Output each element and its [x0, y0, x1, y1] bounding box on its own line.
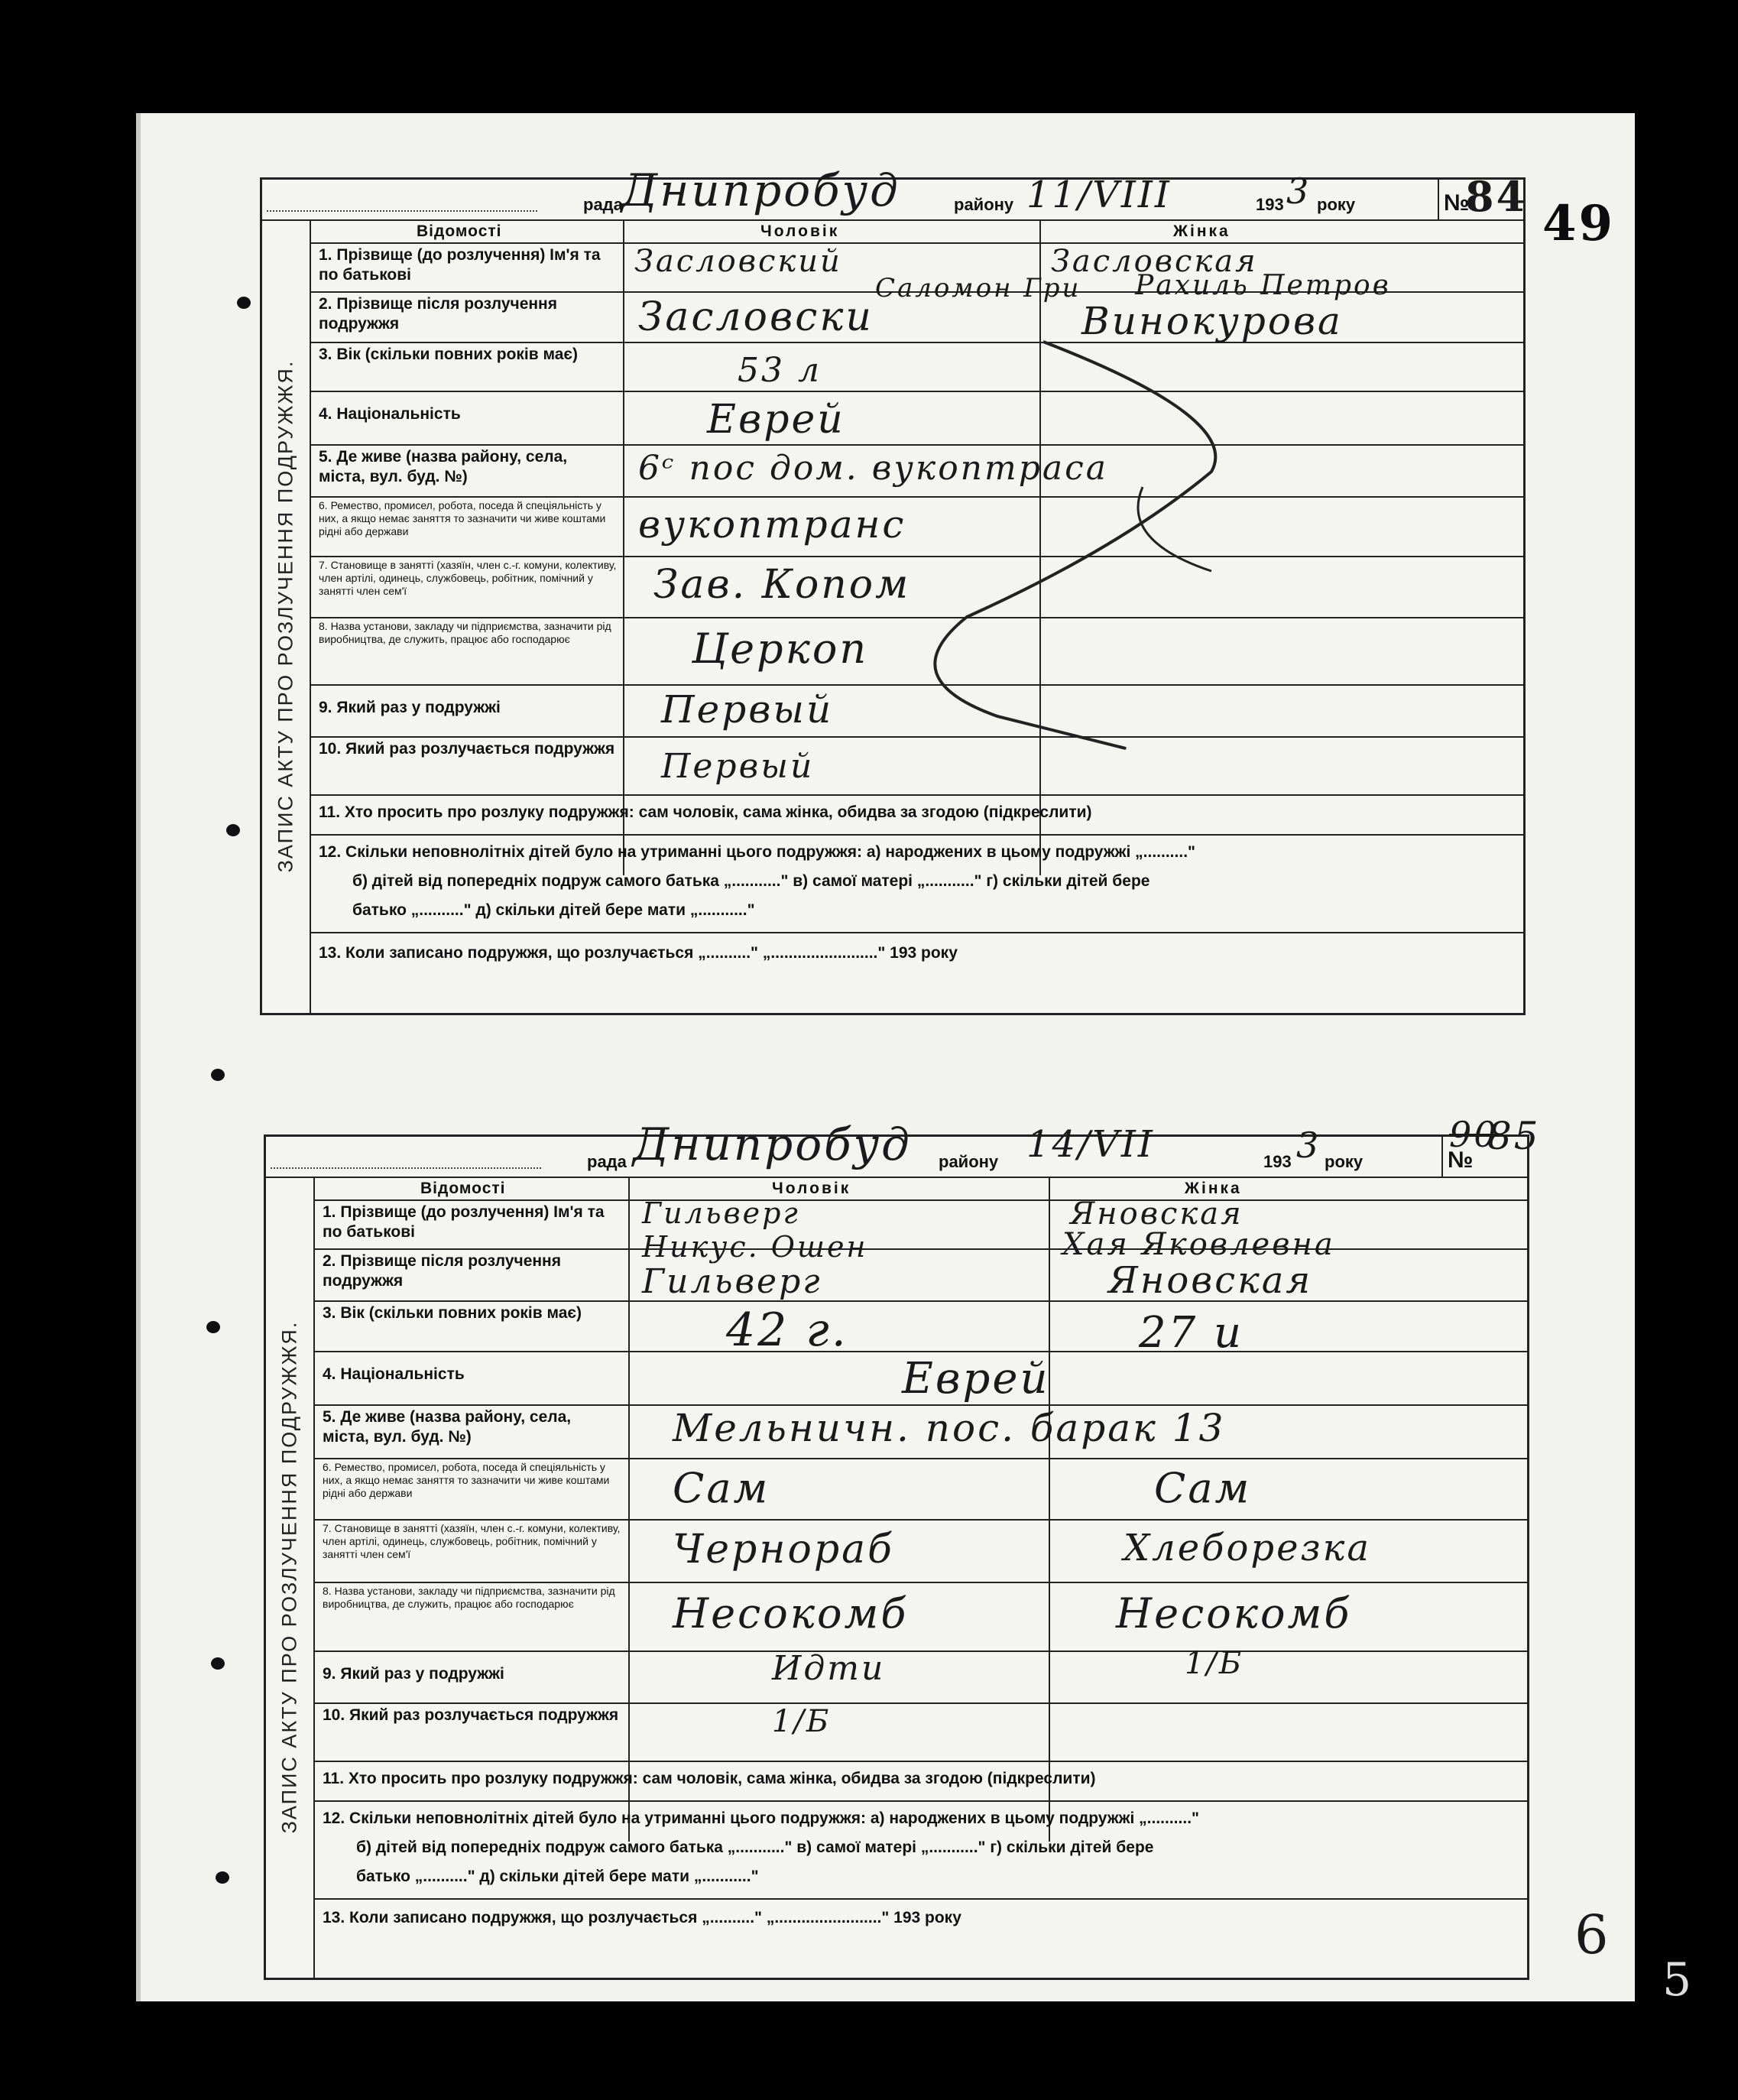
row-label: 6. Ремество, промисел, робота, поседа й спеціяльність у них, а якщо немає заняття то зазначити чи живе коштами рідні або держави — [323, 1461, 610, 1499]
year-label: року — [1325, 1152, 1363, 1171]
row-label: 2. Прізвище після розлучення подружжя — [323, 1252, 561, 1290]
row-label: б) дітей від попередніх подруж самого батька „..........." в) самої матері „..........." г) скільки дітей бере — [352, 872, 1150, 890]
row-label: 8. Назва установи, закладу чи підприємства, зазначити рід виробництва, де служить, працює або господарює — [319, 620, 611, 645]
rada-handwritten: Днипробуд — [621, 164, 900, 216]
row-children — [313, 1800, 1527, 1900]
punch-hole — [237, 297, 251, 309]
rada-label: рада — [587, 1152, 627, 1171]
form-grid — [310, 219, 1523, 1011]
wife-occupation: Сам — [1154, 1464, 1252, 1512]
row-label: 3. Вік (скільки повних років має) — [319, 346, 579, 363]
wife-name-patronymic: Рахиль Петров — [1135, 270, 1391, 301]
punch-hole — [216, 1871, 229, 1884]
corner-mark: 6 — [1574, 1904, 1611, 1966]
rayon-label: району — [954, 195, 1014, 214]
row-record-date — [313, 1898, 1527, 1976]
husband-divorce-count: 1/Б — [772, 1704, 832, 1739]
record-number: 84 — [1465, 172, 1528, 221]
row-label: 10. Який раз розлучається подружжя — [323, 1706, 619, 1724]
row-label: 7. Становище в занятті (хазяїн, член с.-г. комуни, колективу, член артілі, одинець, службовець, робітник, помічний у занятті член сем'ї — [323, 1522, 621, 1560]
wife-surname-before: Засловская — [1051, 244, 1258, 279]
corner-mark: 5 — [1662, 1953, 1694, 2007]
nationality-handwritten: Еврей — [707, 397, 845, 443]
divorce-record-form — [260, 164, 1528, 1015]
husband-occupation: Сам — [673, 1464, 770, 1512]
side-title: ЗАПИС АКТУ ПРО РОЗЛУЧЕННЯ ПОДРУЖЖЯ. — [262, 219, 311, 1013]
husband-name-patronymic: Саломон Гри — [875, 273, 1081, 303]
husband-surname-after: Гильверг — [642, 1262, 822, 1301]
column-husband: Чоловік — [760, 222, 840, 240]
record-number-struck: 90 — [1449, 1114, 1499, 1155]
rada-handwritten: Днипробуд — [633, 1118, 912, 1170]
punch-hole — [226, 824, 240, 836]
cross-out-stroke — [310, 219, 1523, 1011]
row-label: батько „.........." д) скільки дітей бере мати „..........." — [352, 901, 755, 919]
rayon-label: району — [939, 1152, 999, 1171]
wife-surname-before: Яновская — [1070, 1196, 1244, 1232]
wife-surname-after: Винокурова — [1081, 299, 1343, 343]
punch-hole — [211, 1657, 225, 1670]
husband-marriage-count: Первый — [661, 687, 834, 732]
nationality-handwritten: Еврей — [902, 1354, 1050, 1404]
husband-employer: Несокомб — [673, 1589, 909, 1637]
row-label: 12. Скільки неповнолітніх дітей було на утриманні цього подружжя: а) народжених в цьому подружжі „.........." — [323, 1810, 1199, 1827]
year-digit-handwritten: 3 — [1286, 170, 1312, 212]
year-prefix: 193 — [1256, 195, 1284, 214]
husband-age: 42 г. — [726, 1303, 848, 1357]
row-label: батько „.........." д) скільки дітей бере мати „..........." — [356, 1868, 759, 1885]
row-surname-before — [313, 1199, 1527, 1250]
row-divorce-count — [313, 1702, 1527, 1762]
row-label: 4. Національність — [319, 405, 461, 423]
row-label: 3. Вік (скільки повних років має) — [323, 1304, 582, 1322]
date-handwritten: 11/VIII — [1026, 174, 1172, 216]
punch-hole — [206, 1321, 220, 1333]
wife-employer: Несокомб — [1116, 1589, 1352, 1637]
row-label: б) дітей від попередніх подруж самого батька „..........." в) самої матері „..........." г) скільки дітей бере — [356, 1839, 1154, 1856]
residence-handwritten: Мельничн. пос. барак 13 — [673, 1406, 1226, 1450]
husband-name-patronymic: Никус. Ошен — [642, 1230, 868, 1264]
husband-marriage-count: Идти — [772, 1649, 886, 1688]
row-age — [313, 1300, 1527, 1352]
divorce-record-form — [264, 1114, 1541, 1980]
row-label: 4. Національність — [323, 1365, 465, 1383]
folio-number: 49 — [1542, 195, 1616, 252]
column-info: Відомості — [417, 222, 502, 240]
row-label: 9. Який раз у подружжі — [323, 1665, 504, 1683]
wife-surname-after: Яновская — [1108, 1259, 1313, 1302]
row-label: 13. Коли записано подружжя, що розлучається „.........." „........................" 193 року — [319, 944, 958, 962]
date-handwritten: 14/VII — [1026, 1123, 1155, 1166]
form-grid — [313, 1177, 1527, 1976]
row-label: 1. Прізвище (до розлучення) Ім'я та по батькові — [323, 1203, 605, 1241]
row-label: 5. Де живе (назва району, села, міста, вул. буд. №) — [323, 1408, 572, 1446]
husband-surname-before: Гильверг — [642, 1196, 800, 1230]
husband-position: Чернораб — [673, 1527, 894, 1573]
row-label: 12. Скільки неповнолітніх дітей було на утриманні цього подружжя: а) народжених в цьому подружжі „.........." — [319, 843, 1195, 861]
row-label: 2. Прізвище після розлучення подружжя — [319, 295, 557, 333]
row-label: 10. Який раз розлучається подружжя — [319, 740, 615, 758]
wife-marriage-count: 1/Б — [1185, 1646, 1244, 1681]
row-label: 1. Прізвище (до розлучення) Ім'я та по батькові — [319, 246, 601, 284]
year-label: року — [1317, 195, 1356, 214]
year-prefix: 193 — [1263, 1152, 1292, 1171]
punch-hole — [211, 1069, 225, 1081]
rada-label: рада — [583, 195, 623, 214]
record-number-box — [1438, 172, 1528, 221]
year-digit-handwritten: 3 — [1296, 1125, 1321, 1166]
husband-surname-before: Засловский — [634, 244, 842, 279]
row-label: 11. Хто просить про розлуку подружжя: сам чоловік, сама жінка, обидва за згодою (підкреслити) — [319, 803, 1092, 821]
record-number: 85 — [1487, 1114, 1541, 1158]
wife-name-patronymic: Хая Яковлевна — [1062, 1227, 1335, 1262]
wife-position: Хлеборезка — [1124, 1527, 1371, 1569]
husband-position: Зав. Копом — [653, 562, 911, 608]
column-info: Відомості — [420, 1180, 506, 1197]
wife-age: 27 и — [1139, 1308, 1244, 1358]
number-sign: № — [1448, 1147, 1474, 1173]
column-husband: Чоловік — [772, 1180, 851, 1197]
row-marriage-count — [313, 1650, 1527, 1704]
row-label: 5. Де живе (назва району, села, міста, вул. буд. №) — [319, 448, 568, 485]
row-label: 8. Назва установи, закладу чи підприємства, зазначити рід виробництва, де служить, працює або господарює — [323, 1585, 615, 1610]
husband-employer: Церкоп — [692, 625, 869, 673]
residence-handwritten: 6ᶜ пос дом. вукоптраса — [638, 449, 1109, 488]
husband-occupation: вукоптранс — [638, 502, 906, 547]
column-header-row — [313, 1177, 1527, 1201]
number-sign: № — [1444, 190, 1470, 216]
row-who-requests — [313, 1761, 1527, 1802]
husband-surname-after: Засловски — [638, 294, 874, 340]
form-header — [266, 1114, 1541, 1178]
row-label: 7. Становище в занятті (хазяїн, член с.-г. комуни, колективу, член артілі, одинець, службовець, робітник, помічний у занятті член сем'ї — [319, 559, 617, 597]
row-surname-after — [313, 1248, 1527, 1302]
form-header — [262, 164, 1528, 221]
column-wife: Жінка — [1185, 1180, 1242, 1197]
row-label: 9. Який раз у подружжі — [319, 699, 501, 716]
row-occupation — [313, 1458, 1527, 1521]
row-label: 6. Ремество, промисел, робота, поседа й спеціяльність у них, а якщо немає заняття то зазначити чи живе коштами рідні або держави — [319, 499, 606, 537]
record-number-box — [1441, 1114, 1541, 1177]
row-label: 13. Коли записано подружжя, що розлучається „.........." „........................" 193 року — [323, 1909, 961, 1926]
husband-age: 53 л — [738, 351, 822, 390]
husband-divorce-count: Первый — [661, 747, 815, 786]
row-label: 11. Хто просить про розлуку подружжя: сам чоловік, сама жінка, обидва за згодою (підкреслити) — [323, 1770, 1096, 1787]
column-wife: Жінка — [1173, 222, 1231, 240]
side-title: ЗАПИС АКТУ ПРО РОЗЛУЧЕННЯ ПОДРУЖЖЯ. — [266, 1177, 315, 1978]
